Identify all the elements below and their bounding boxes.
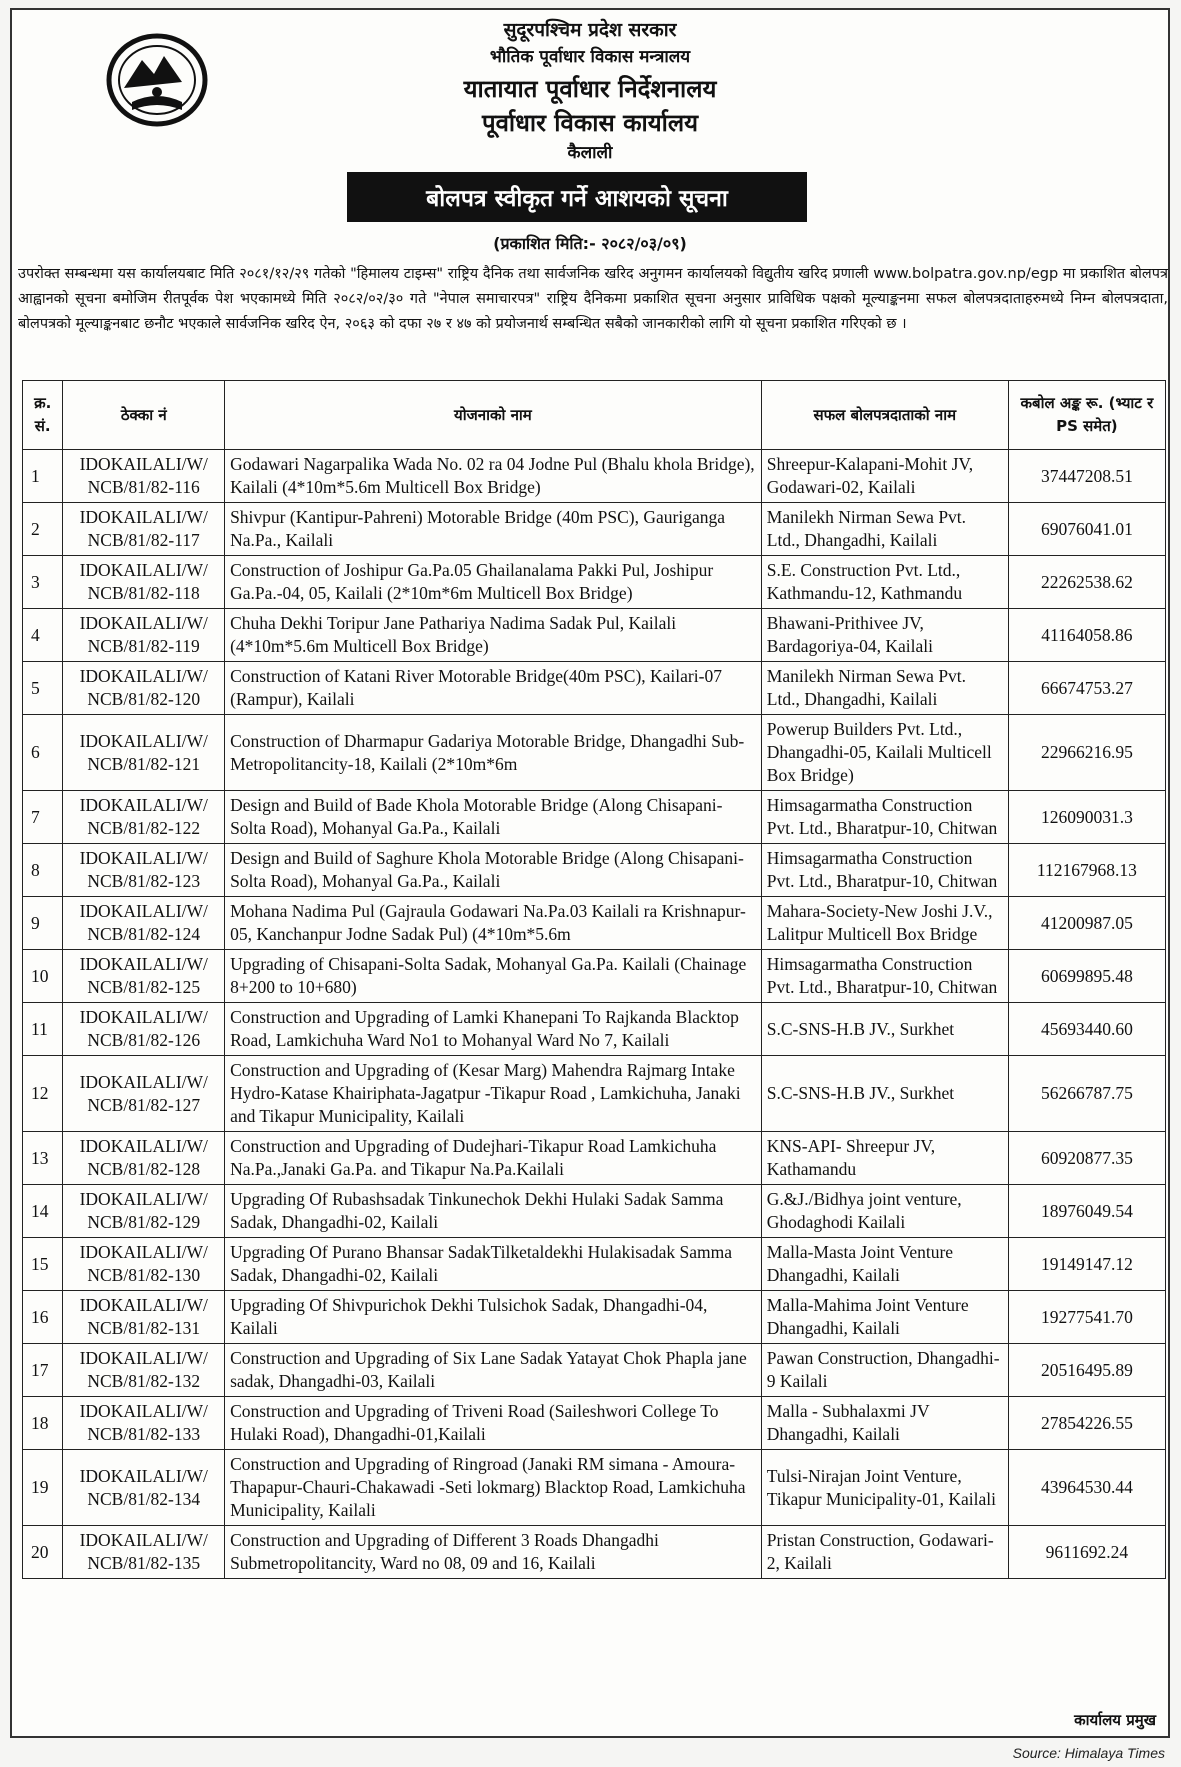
cell-contract-no: IDOKAILALI/W/ NCB/81/82-122 [63, 791, 225, 844]
cell-project: Construction of Joshipur Ga.Pa.05 Ghailanalama Pakki Pul, Joshipur Ga.Pa.-04, 05, Kailali (2*10m*6m Multicell Box Bridge) [225, 556, 762, 609]
cell-sn: 14 [23, 1185, 63, 1238]
cell-bidder: Shreepur-Kalapani-Mohit JV, Godawari-02, Kailali [761, 450, 1008, 503]
cell-bidder: G.&J./Bidhya joint venture, Ghodaghodi Kailali [761, 1185, 1008, 1238]
cell-amount: 56266787.75 [1008, 1056, 1165, 1132]
cell-project: Mohana Nadima Pul (Gajraula Godawari Na.Pa.03 Kailali ra Krishnapur-05, Kanchanpur Jodne Sadak Pul) (4*10m*5.6m [225, 897, 762, 950]
cell-amount: 126090031.3 [1008, 791, 1165, 844]
cell-project: Construction and Upgrading of Dudejhari-Tikapur Road Lamkichuha Na.Pa.,Janaki Ga.Pa. and Tikapur Na.Pa.Kailali [225, 1132, 762, 1185]
cell-contract-no: IDOKAILALI/W/ NCB/81/82-121 [63, 715, 225, 791]
cell-amount: 41200987.05 [1008, 897, 1165, 950]
cell-sn: 10 [23, 950, 63, 1003]
table-row [23, 715, 1166, 791]
table-row [23, 950, 1166, 1003]
table-row [23, 662, 1166, 715]
cell-bidder: KNS-API- Shreepur JV, Kathamandu [761, 1132, 1008, 1185]
cell-contract-no: IDOKAILALI/W/ NCB/81/82-116 [63, 450, 225, 503]
cell-bidder: Manilekh Nirman Sewa Pvt. Ltd., Dhangadhi, Kailali [761, 503, 1008, 556]
intro-paragraph: उपरोक्त सम्बन्धमा यस कार्यालयबाट मिति २०८१/१२/२९ गतेको "हिमालय टाइम्स" राष्ट्रिय दैनिक तथा सार्वजनिक खरिद अनुगमन कार्यालयको विद्युतीय खरिद प्रणाली www.bolpatra.gov.np/egp मा प्रकाशित बोलपत्र आह्वानको सूचना बमोजिम रीतपूर्वक पेश भएकामध्ये मिति २०८२/०२/३० गते "नेपाल समाचारपत्र" राष्ट्रिय दैनिकमा प्रकाशित सूचना अनुसार प्राविधिक पक्षको मूल्याङ्कनमा सफल बोलपत्रदाताहरुमध्ये निम्न बोलपत्रदाता, बोलपत्रको मूल्याङ्कनबाट छनौट भएकाले सार्वजनिक खरिद ऐन, २०६३ को दफा २७ र ४७ को प्रयोजनार्थ सम्बन्धित सबैको जानकारीको लागि यो सूचना प्रकाशित गरिएको छ । [18, 266, 1168, 332]
cell-project: Upgrading Of Shivpurichok Dekhi Tulsichok Sadak, Dhangadhi-04, Kailali [225, 1291, 762, 1344]
cell-bidder: Pristan Construction, Godawari-2, Kailali [761, 1526, 1008, 1579]
cell-amount: 22966216.95 [1008, 715, 1165, 791]
cell-sn: 2 [23, 503, 63, 556]
cell-sn: 12 [23, 1056, 63, 1132]
cell-sn: 1 [23, 450, 63, 503]
cell-project: Construction and Upgrading of Lamki Khanepani To Rajkanda Blacktop Road, Lamkichuha Ward No1 to Mohanyal Ward No 7, Kailali [225, 1003, 762, 1056]
cell-amount: 19277541.70 [1008, 1291, 1165, 1344]
cell-sn: 20 [23, 1526, 63, 1579]
cell-sn: 18 [23, 1397, 63, 1450]
table-row [23, 1003, 1166, 1056]
cell-bidder: S.E. Construction Pvt. Ltd., Kathmandu-12, Kathmandu [761, 556, 1008, 609]
cell-contract-no: IDOKAILALI/W/ NCB/81/82-124 [63, 897, 225, 950]
cell-bidder: Mahara-Society-New Joshi J.V., Lalitpur Multicell Box Bridge [761, 897, 1008, 950]
cell-sn: 11 [23, 1003, 63, 1056]
table-row [23, 450, 1166, 503]
cell-amount: 18976049.54 [1008, 1185, 1165, 1238]
cell-amount: 60920877.35 [1008, 1132, 1165, 1185]
cell-sn: 3 [23, 556, 63, 609]
cell-project: Construction and Upgrading of Ringroad (Janaki RM simana - Amoura-Thapapur-Chauri-Chakawadi -Seti lokmarg) Blacktop Road, Lamkichuha Municipality, Kailali [225, 1450, 762, 1526]
cell-amount: 45693440.60 [1008, 1003, 1165, 1056]
cell-project: Design and Build of Bade Khola Motorable Bridge (Along Chisapani-Solta Road), Mohanyal Ga.Pa., Kailali [225, 791, 762, 844]
table-row [23, 897, 1166, 950]
header-province: सुदूरपश्चिम प्रदेश सरकार [503, 19, 677, 41]
cell-project: Construction and Upgrading of (Kesar Marg) Mahendra Rajmarg Intake Hydro-Katase Khairiphata-Jagatpur -Tikapur Road , Lamkichuha, Janaki and Tikapur Municipality, Kailali [225, 1056, 762, 1132]
table-row [23, 503, 1166, 556]
cell-amount: 19149147.12 [1008, 1238, 1165, 1291]
cell-bidder: Himsagarmatha Construction Pvt. Ltd., Bharatpur-10, Chitwan [761, 791, 1008, 844]
cell-amount: 43964530.44 [1008, 1450, 1165, 1526]
cell-sn: 15 [23, 1238, 63, 1291]
cell-amount: 69076041.01 [1008, 503, 1165, 556]
cell-bidder: Pawan Construction, Dhangadhi-9 Kailali [761, 1344, 1008, 1397]
header-directorate: यातायात पूर्वाधार निर्देशनालय [463, 75, 717, 103]
cell-bidder: Bhawani-Prithivee JV, Bardagoriya-04, Kailali [761, 609, 1008, 662]
cell-contract-no: IDOKAILALI/W/ NCB/81/82-117 [63, 503, 225, 556]
table-row [23, 1185, 1166, 1238]
cell-contract-no: IDOKAILALI/W/ NCB/81/82-130 [63, 1238, 225, 1291]
table-row [23, 1238, 1166, 1291]
cell-contract-no: IDOKAILALI/W/ NCB/81/82-125 [63, 950, 225, 1003]
cell-project: Construction and Upgrading of Six Lane Sadak Yatayat Chok Phapla jane sadak, Dhangadhi-03, Kailali [225, 1344, 762, 1397]
source-credit: Source: Himalaya Times [1012, 1745, 1165, 1761]
cell-contract-no: IDOKAILALI/W/ NCB/81/82-120 [63, 662, 225, 715]
cell-contract-no: IDOKAILALI/W/ NCB/81/82-119 [63, 609, 225, 662]
cell-sn: 9 [23, 897, 63, 950]
cell-contract-no: IDOKAILALI/W/ NCB/81/82-118 [63, 556, 225, 609]
cell-bidder: S.C-SNS-H.B JV., Surkhet [761, 1003, 1008, 1056]
cell-contract-no: IDOKAILALI/W/ NCB/81/82-127 [63, 1056, 225, 1132]
cell-sn: 17 [23, 1344, 63, 1397]
cell-bidder: S.C-SNS-H.B JV., Surkhet [761, 1056, 1008, 1132]
cell-bidder: Powerup Builders Pvt. Ltd., Dhangadhi-05, Kailali Multicell Box Bridge) [761, 715, 1008, 791]
col-header-contract: ठेक्का नं [63, 381, 225, 450]
notice-title-banner: बोलपत्र स्वीकृत गर्ने आशयको सूचना [347, 172, 807, 222]
cell-contract-no: IDOKAILALI/W/ NCB/81/82-126 [63, 1003, 225, 1056]
cell-contract-no: IDOKAILALI/W/ NCB/81/82-129 [63, 1185, 225, 1238]
cell-project: Construction and Upgrading of Different 3 Roads Dhangadhi Submetropolitancity, Ward no 08, 09 and 16, Kailali [225, 1526, 762, 1579]
cell-project: Construction and Upgrading of Triveni Road (Saileshwori College To Hulaki Road), Dhangadhi-01,Kailali [225, 1397, 762, 1450]
cell-bidder: Malla - Subhalaxmi JV Dhangadhi, Kailali [761, 1397, 1008, 1450]
cell-amount: 112167968.13 [1008, 844, 1165, 897]
header-ministry: भौतिक पूर्वाधार विकास मन्त्रालय [489, 47, 691, 67]
cell-amount: 20516495.89 [1008, 1344, 1165, 1397]
header-location: कैलाली [567, 143, 613, 163]
cell-amount: 60699895.48 [1008, 950, 1165, 1003]
cell-sn: 4 [23, 609, 63, 662]
table-row [23, 609, 1166, 662]
cell-project: Design and Build of Saghure Khola Motorable Bridge (Along Chisapani-Solta Road), Mohanyal Ga.Pa., Kailali [225, 844, 762, 897]
cell-project: Shivpur (Kantipur-Pahreni) Motorable Bridge (40m PSC), Gauriganga Na.Pa., Kailali [225, 503, 762, 556]
cell-sn: 19 [23, 1450, 63, 1526]
cell-bidder: Malla-Masta Joint Venture Dhangadhi, Kailali [761, 1238, 1008, 1291]
table-row [23, 791, 1166, 844]
table-row [23, 1397, 1166, 1450]
cell-amount: 37447208.51 [1008, 450, 1165, 503]
cell-sn: 8 [23, 844, 63, 897]
table-row [23, 1344, 1166, 1397]
cell-contract-no: IDOKAILALI/W/ NCB/81/82-123 [63, 844, 225, 897]
cell-project: Upgrading Of Purano Bhansar SadakTilketaldekhi Hulakisadak Samma Sadak, Dhangadhi-02, Kailali [225, 1238, 762, 1291]
cell-sn: 5 [23, 662, 63, 715]
notice-page [10, 8, 1170, 1738]
cell-bidder: Himsagarmatha Construction Pvt. Ltd., Bharatpur-10, Chitwan [761, 844, 1008, 897]
table-row [23, 1526, 1166, 1579]
cell-amount: 27854226.55 [1008, 1397, 1165, 1450]
cell-project: Godawari Nagarpalika Wada No. 02 ra 04 Jodne Pul (Bhalu khola Bridge), Kailali (4*10m*5.6m Multicell Box Bridge) [225, 450, 762, 503]
cell-sn: 13 [23, 1132, 63, 1185]
table-row [23, 1132, 1166, 1185]
cell-bidder: Himsagarmatha Construction Pvt. Ltd., Bharatpur-10, Chitwan [761, 950, 1008, 1003]
cell-project: Chuha Dekhi Toripur Jane Pathariya Nadima Sadak Pul, Kailali (4*10m*5.6m Multicell Box Bridge) [225, 609, 762, 662]
awards-table [22, 380, 1166, 1579]
col-header-bidder: सफल बोलपत्रदाताको नाम [761, 381, 1008, 450]
table-row [23, 844, 1166, 897]
col-header-amount: कबोल अङ्क रू. (भ्याट र PS समेत) [1008, 381, 1165, 450]
table-row [23, 556, 1166, 609]
cell-bidder: Tulsi-Nirajan Joint Venture, Tikapur Municipality-01, Kailali [761, 1450, 1008, 1526]
cell-sn: 7 [23, 791, 63, 844]
col-header-project: योजनाको नाम [225, 381, 762, 450]
published-date: (प्रकाशित मिति:- २०८२/०३/०९) [493, 234, 687, 253]
cell-amount: 9611692.24 [1008, 1526, 1165, 1579]
cell-sn: 16 [23, 1291, 63, 1344]
cell-contract-no: IDOKAILALI/W/ NCB/81/82-135 [63, 1526, 225, 1579]
cell-contract-no: IDOKAILALI/W/ NCB/81/82-134 [63, 1450, 225, 1526]
cell-project: Construction of Katani River Motorable Bridge(40m PSC), Kailari-07 (Rampur), Kailali [225, 662, 762, 715]
table-header-row [23, 381, 1166, 450]
table-row [23, 1056, 1166, 1132]
cell-amount: 41164058.86 [1008, 609, 1165, 662]
cell-bidder: Malla-Mahima Joint Venture Dhangadhi, Kailali [761, 1291, 1008, 1344]
cell-project: Construction of Dharmapur Gadariya Motorable Bridge, Dhangadhi Sub-Metropolitancity-18, Kailali (2*10m*6m [225, 715, 762, 791]
cell-contract-no: IDOKAILALI/W/ NCB/81/82-131 [63, 1291, 225, 1344]
cell-contract-no: IDOKAILALI/W/ NCB/81/82-132 [63, 1344, 225, 1397]
cell-project: Upgrading Of Rubashsadak Tinkunechok Dekhi Hulaki Sadak Samma Sadak, Dhangadhi-02, Kailali [225, 1185, 762, 1238]
cell-amount: 22262538.62 [1008, 556, 1165, 609]
cell-amount: 66674753.27 [1008, 662, 1165, 715]
office-chief-signature: कार्यालय प्रमुख [1074, 1711, 1156, 1729]
cell-project: Upgrading of Chisapani-Solta Sadak, Mohanyal Ga.Pa. Kailali (Chainage 8+200 to 10+680) [225, 950, 762, 1003]
cell-bidder: Manilekh Nirman Sewa Pvt. Ltd., Dhangadhi, Kailali [761, 662, 1008, 715]
col-header-sn: क्र. सं. [23, 381, 63, 450]
cell-contract-no: IDOKAILALI/W/ NCB/81/82-128 [63, 1132, 225, 1185]
header-office: पूर्वाधार विकास कार्यालय [481, 109, 699, 137]
table-row [23, 1291, 1166, 1344]
table-row [23, 1450, 1166, 1526]
cell-sn: 6 [23, 715, 63, 791]
cell-contract-no: IDOKAILALI/W/ NCB/81/82-133 [63, 1397, 225, 1450]
